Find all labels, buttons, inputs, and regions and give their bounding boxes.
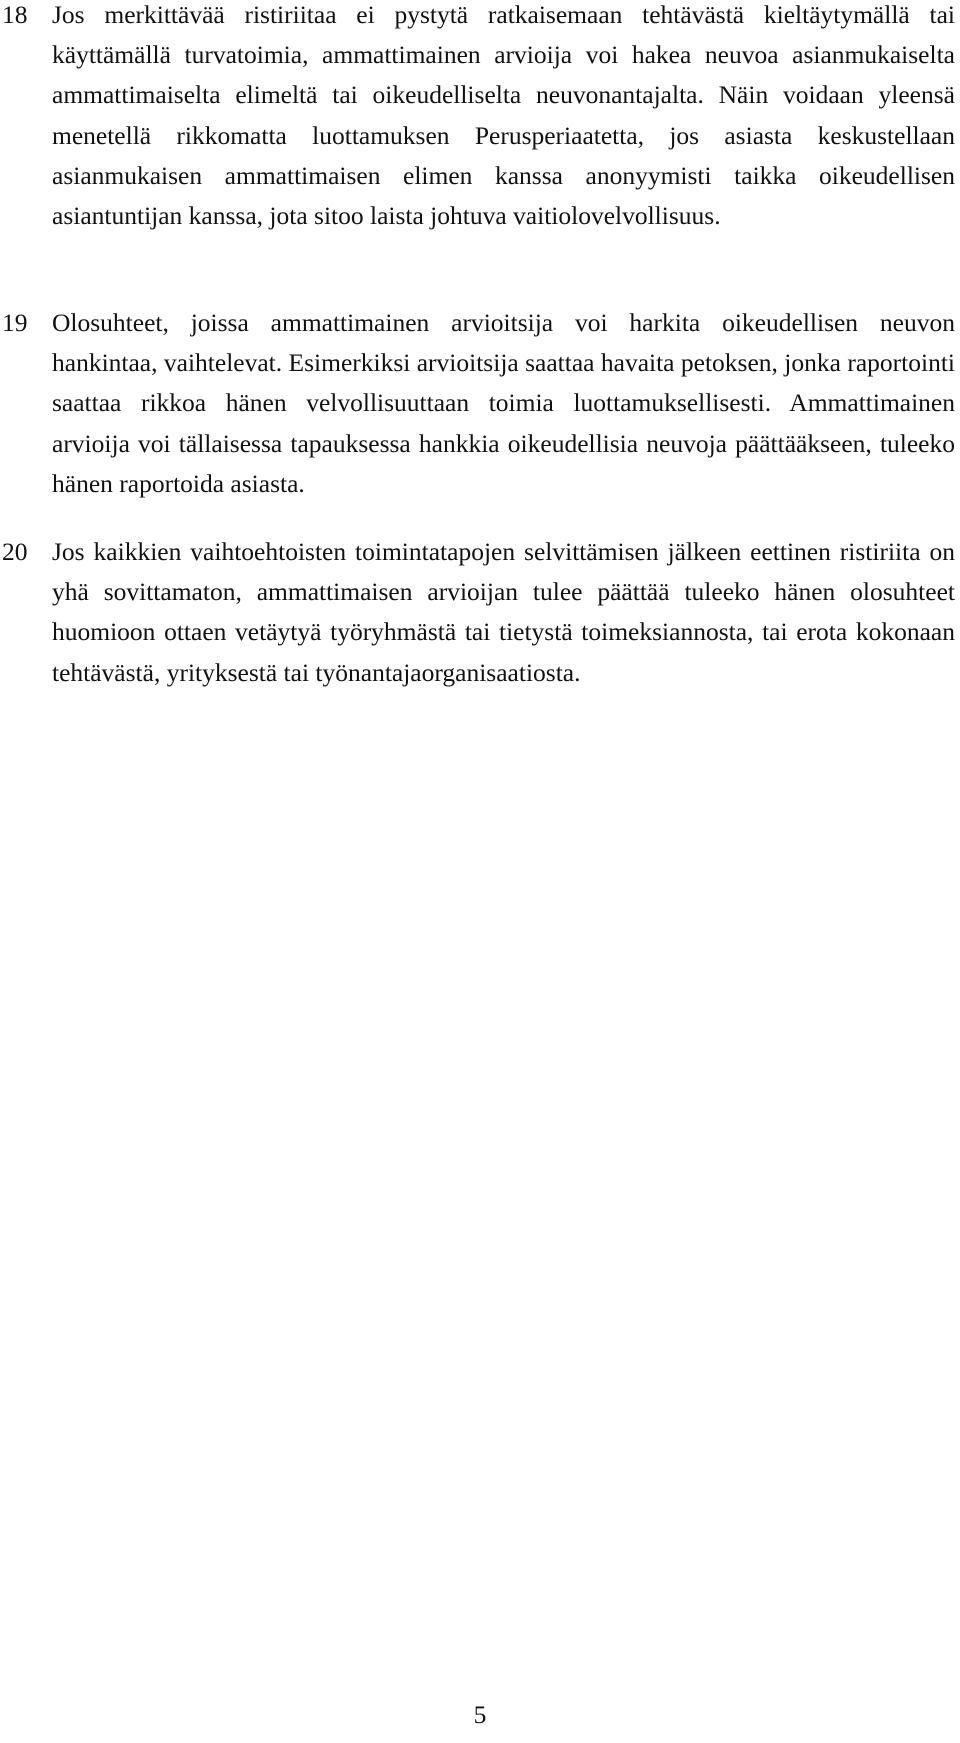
paragraph-text: Jos kaikkien vaihtoehtoisten toimintatapojen selvittämisen jälkeen eettinen ristiriita on yhä sovittamaton, ammattimaisen arvioijan tulee päättää tuleeko hänen olosuhteet huomioon ottaen vetäytyä työryhmästä tai tietystä toimeksiannosta, tai erota kokonaan tehtävästä, yrityksestä tai työnantajaorganisaatiosta. (52, 537, 955, 687)
paragraph-text: Jos merkittävää ristiriitaa ei pystytä ratkaisemaan tehtävästä kieltäytymällä tai käyttämällä turvatoimia, ammattimainen arvioija voi hakea neuvoa asianmukaiselta ammattimaiselta elimeltä tai oikeudelliselta neuvonantajalta. Näin voidaan yleensä menetellä rikkomatta luottamuksen Perusperiaatetta, jos asiasta keskustellaan asianmukaisen ammattimaisen elimen kanssa anonyymisti taikka oikeudellisen asiantuntijan kanssa, jota sitoo laista johtuva vaitiolovelvollisuus. (52, 0, 955, 231)
paragraph-number: 18 (2, 0, 28, 29)
paragraph-18 (0, 0, 955, 236)
paragraph-number: 20 (2, 537, 28, 566)
page-number: 5 (473, 1700, 487, 1729)
paragraph-20 (0, 532, 955, 693)
paragraph-19 (0, 303, 955, 504)
paragraph-text: Olosuhteet, joissa ammattimainen arvioitsija voi harkita oikeudellisen neuvon hankintaa, vaihtelevat. Esimerkiksi arvioitsija saattaa havaita petoksen, jonka raportointi saattaa rikkoa hänen velvollisuuttaan toimia luottamuksellisesti. Ammattimainen arvioija voi tällaisessa tapauksessa hankkia oikeudellisia neuvoja päättääkseen, tuleeko hänen raportoida asiasta. (52, 308, 955, 498)
paragraph-number: 19 (2, 308, 28, 337)
